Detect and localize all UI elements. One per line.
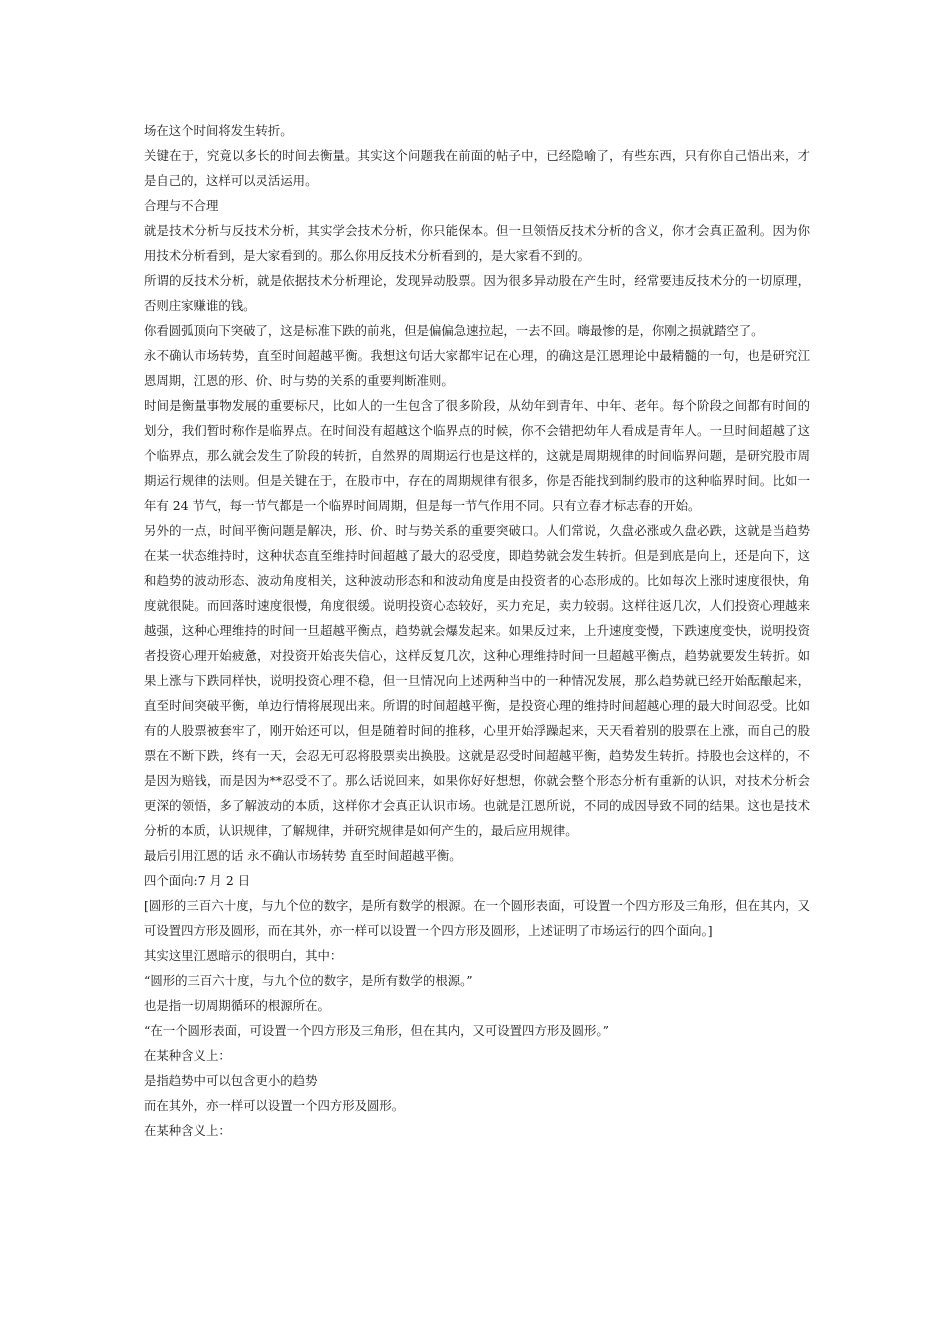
paragraph-nested-trend: 是指趋势中可以包含更小的趋势 (144, 1073, 318, 1088)
paragraph-anti-technical-analysis: 就是技术分析与反技术分析，其实学会技术分析，你只能保本。但一旦领悟反技术分析的含义，你才会真正盈利。因为你用技术分析看到，是大家看到的。那么你用反技术分析看到的，是大家看不到的。 (144, 223, 810, 263)
paragraph-turning-point: 场在这个时间将发生转折。 (144, 123, 293, 138)
section-heading-four-aspects: 四个面向:7 月 2 日 (144, 873, 251, 888)
paragraph-quote-360: “圆形的三百六十度，与九个位的数字，是所有数学的根源。” (144, 973, 473, 988)
paragraph-abnormal-stocks: 所谓的反技术分析，就是依据技术分析理论，发现异动股票。因为很多异动股在产生时，经常要违反技术分的一切原理，否则庄家赚谁的钱。 (144, 273, 810, 313)
paragraph-cycle-root: 也是指一切周期循环的根源所在。 (144, 998, 330, 1013)
paragraph-gann-hint: 其实这里江恩暗示的很明白，其中： (144, 948, 343, 963)
paragraph-time-measure: 时间是衡量事物发展的重要标尺，比如人的一生包含了很多阶段，从幼年到青年、中年、老年。每个阶段之间都有时间的划分，我们暂时称作是临界点。在时间没有超越这个临界点的时候，你不会错把幼年人看成是青年人。一旦时间超越了这个临界点，那么就会发生了阶段的转折，自然界的周期运行也是这样的，这就是周期规律的时间临界问题，是研究股市周期运行规律的法则。但是关键在于，在股市中，存在的周期规律有很多，你是否能找到制约股市的这种临界时间。比如一年有 24 节气，每一节气都是一个临界时间周期，但是每一节气作用不同。只有立春才标志春的开始。 (144, 398, 810, 513)
paragraph-time-balance: 另外的一点，时间平衡问题是解决，形、价、时与势关系的重要突破口。人们常说，久盘必涨或久盘必跌，这就是当趋势在某一状态维持时，这种状态直至维持时间超越了最大的忍受度，即趋势就会发生转折。但是到底是向上，还是向下，这和趋势的波动形态、波动角度相关，这种波动形态和和波动角度是由投资者的心态形成的。比如每次上涨时速度很快，角度就很陡。而回落时速度很慢，角度很缓。说明投资心态较好，买力充足，卖力较弱。这样往返几次，人们投资心理越来越强，这种心理维持的时间一旦超越平衡点，趋势就会爆发起来。如果反过来，上升速度变慢，下跌速度变快，说明投资者投资心理开始疲惫，对投资开始丧失信心，这样反复几次，这种心理维持时间一旦超越平衡点，趋势就要发生转折。如果上涨与下跌同样快，说明投资心理不稳，但一旦情况向上述两种当中的一种情况发展，那么趋势就已经开始酝酿起来，直至时间突破平衡，单边行情将展现出来。所谓的时间超越平衡，是投资心理的维持时间超越心理的最大时间忍受。比如有的人股票被套牢了，刚开始还可以，但是随着时间的推移，心里开始浮躁起来，天天看着别的股票在上涨，而自己的股票在不断下跌，终有一天，会忍无可忍将股票卖出换股。这就是忍受时间超越平衡，趋势发生转折。持股也会这样的，不是因为赔钱，而是因为**忍受不了。那么话说回来，如果你好好想想，你就会整个形态分析有重新的认识，对技术分析会更深的领悟，多了解波动的本质，这样你才会真正认识市场。也就是江恩所说，不同的成因导致不同的结果。这也是技术分析的本质，认识规律，了解规律，并研究规律是如何产生的，最后应用规律。 (144, 523, 810, 838)
paragraph-circle-quote: [圆形的三百六十度，与九个位的数字，是所有数学的根源。在一个圆形表面，可设置一个四方形及三角形，但在其内，又可设置四方形及圆形，而在其外，亦一样可以设置一个四方形及圆形，上述证明了市场运行的四个面向。] (144, 898, 810, 938)
document-body (144, 118, 810, 1143)
paragraph-in-some-sense-2: 在某种含义上： (144, 1123, 231, 1138)
section-heading-reasonable: 合理与不合理 (144, 198, 219, 213)
paragraph-key-timescale: 关键在于，究竟以多长的时间去衡量。其实这个问题我在前面的帖子中，已经隐喻了，有些东西，只有你自己悟出来，才是自己的，这样可以灵活运用。 (144, 148, 810, 188)
paragraph-gann-quote: 最后引用江恩的话 永不确认市场转势 直至时间超越平衡。 (144, 848, 462, 863)
paragraph-arc-top: 你看圆弧顶向下突破了，这是标准下跌的前兆，但是偏偏急速拉起，一去不回。嗨最惨的是，你刚之损就踏空了。 (144, 323, 764, 338)
paragraph-outside-square: 而在其外，亦一样可以设置一个四方形及圆形。 (144, 1098, 405, 1113)
paragraph-never-confirm-trend: 永不确认市场转势，直至时间超越平衡。我想这句话大家都牢记在心理，的确这是江恩理论中最精髓的一句，也是研究江恩周期，江恩的形、价、时与势的关系的重要判断准则。 (144, 348, 810, 388)
paragraph-quote-square-triangle: “在一个圆形表面，可设置一个四方形及三角形，但在其内，又可设置四方形及圆形。” (144, 1023, 609, 1038)
paragraph-in-some-sense-1: 在某种含义上： (144, 1048, 231, 1063)
